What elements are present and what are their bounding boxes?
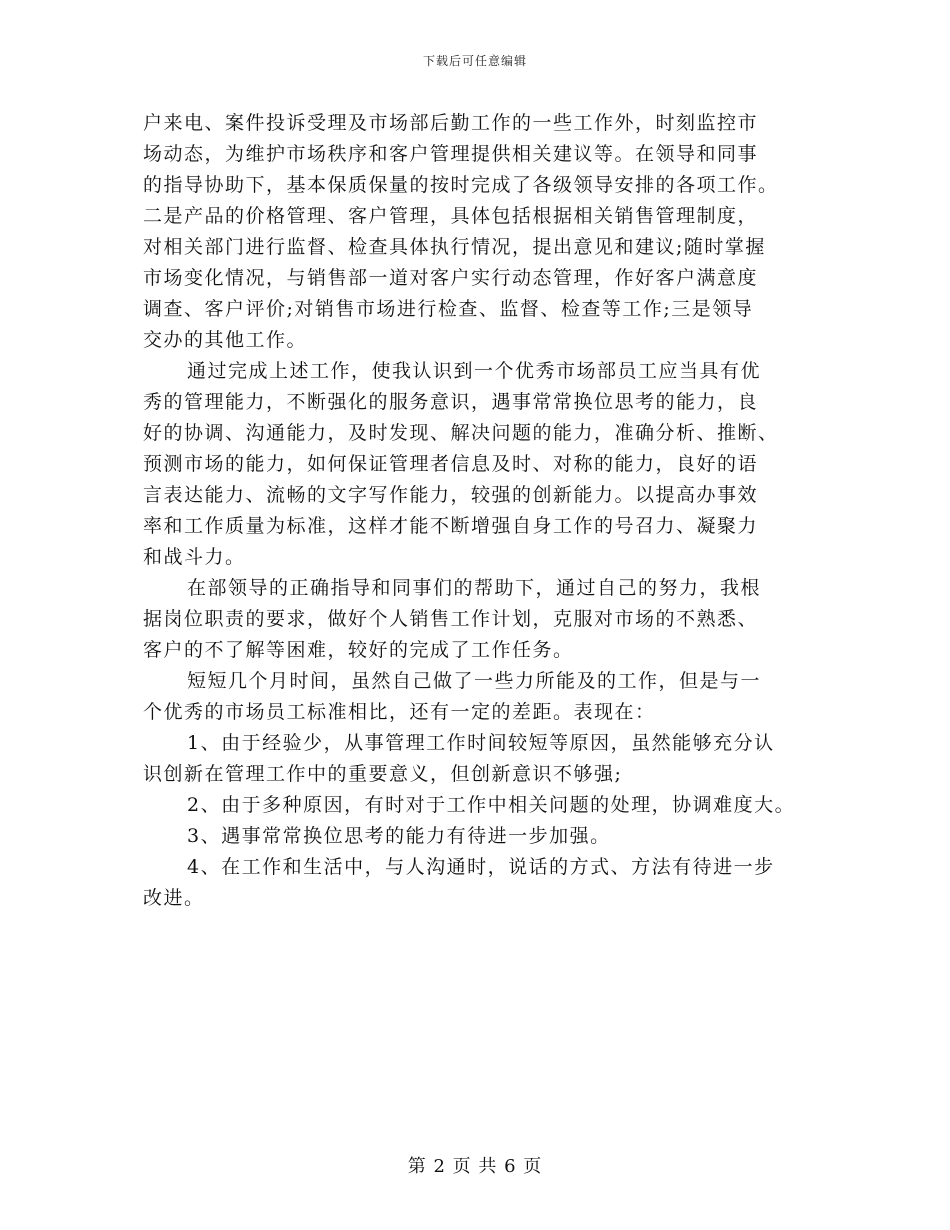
paragraph-2 — [143, 356, 823, 573]
list-item-1 — [143, 728, 823, 790]
paragraph-4 — [143, 666, 823, 728]
text-line: 据岗位职责的要求，做好个人销售工作计划，克服对市场的不熟悉、 — [143, 608, 759, 630]
text-line: 好的协调、沟通能力，及时发现、解决问题的能力，准确分析、推断、 — [143, 422, 779, 444]
page-number-footer: 第 2 页 共 6 页 — [407, 1156, 543, 1177]
document-body — [143, 108, 823, 914]
text-line: 言表达能力、流畅的文字写作能力，较强的创新能力。以提高办事效 — [143, 484, 759, 506]
list-item-4 — [143, 852, 823, 914]
text-line: 市场变化情况，与销售部一道对客户实行动态管理，作好客户满意度 — [143, 267, 759, 289]
text-line: 交办的其他工作。 — [143, 329, 308, 351]
text-line: 个优秀的市场员工标准相比，还有一定的差距。表现在： — [143, 701, 656, 723]
text-line: 户来电、案件投诉受理及市场部后勤工作的一些工作外，时刻监控市 — [143, 112, 759, 134]
text-line: 客户的不了解等困难，较好的完成了工作任务。 — [143, 639, 574, 661]
text-line: 在部领导的正确指导和同事们的帮助下，通过自己的努力，我根 — [187, 577, 762, 599]
page-header: 下载后可任意编辑 — [422, 54, 527, 68]
text-line: 2、由于多种原因，有时对于工作中相关问题的处理，协调难度大。 — [187, 794, 796, 816]
text-line: 场动态，为维护市场秩序和客户管理提供相关建议等。在领导和同事 — [143, 143, 759, 165]
text-line: 对相关部门进行监督、检查具体执行情况，提出意见和建议;随时掌握 — [143, 236, 766, 258]
text-line: 改进。 — [143, 887, 205, 909]
text-line: 预测市场的能力，如何保证管理者信息及时、对称的能力，良好的语 — [143, 453, 759, 475]
list-item-3 — [143, 821, 823, 852]
list-item-2 — [143, 790, 823, 821]
text-line: 的指导协助下，基本保质保量的按时完成了各级领导安排的各项工作。 — [143, 174, 779, 196]
text-line: 二是产品的价格管理、客户管理，具体包括根据相关销售管理制度， — [143, 205, 759, 227]
text-line: 率和工作质量为标准，这样才能不断增强自身工作的号召力、凝聚力 — [143, 515, 759, 537]
text-line: 和战斗力。 — [143, 546, 246, 568]
text-line: 调查、客户评价;对销售市场进行检查、监督、检查等工作;三是领导 — [143, 298, 754, 320]
text-line: 3、遇事常常换位思考的能力有待进一步加强。 — [187, 825, 611, 847]
text-line: 通过完成上述工作，使我认识到一个优秀市场部员工应当具有优 — [187, 360, 762, 382]
text-line: 识创新在管理工作中的重要意义，但创新意识不够强; — [143, 763, 623, 785]
paragraph-3 — [143, 573, 823, 666]
text-line: 秀的管理能力，不断强化的服务意识，遇事常常换位思考的能力，良 — [143, 391, 759, 413]
text-line: 4、在工作和生活中，与人沟通时，说话的方式、方法有待进一步 — [187, 856, 775, 878]
paragraph-1 — [143, 108, 823, 356]
text-line: 1、由于经验少，从事管理工作时间较短等原因，虽然能够充分认 — [187, 732, 775, 754]
text-line: 短短几个月时间，虽然自己做了一些力所能及的工作，但是与一 — [187, 670, 762, 692]
